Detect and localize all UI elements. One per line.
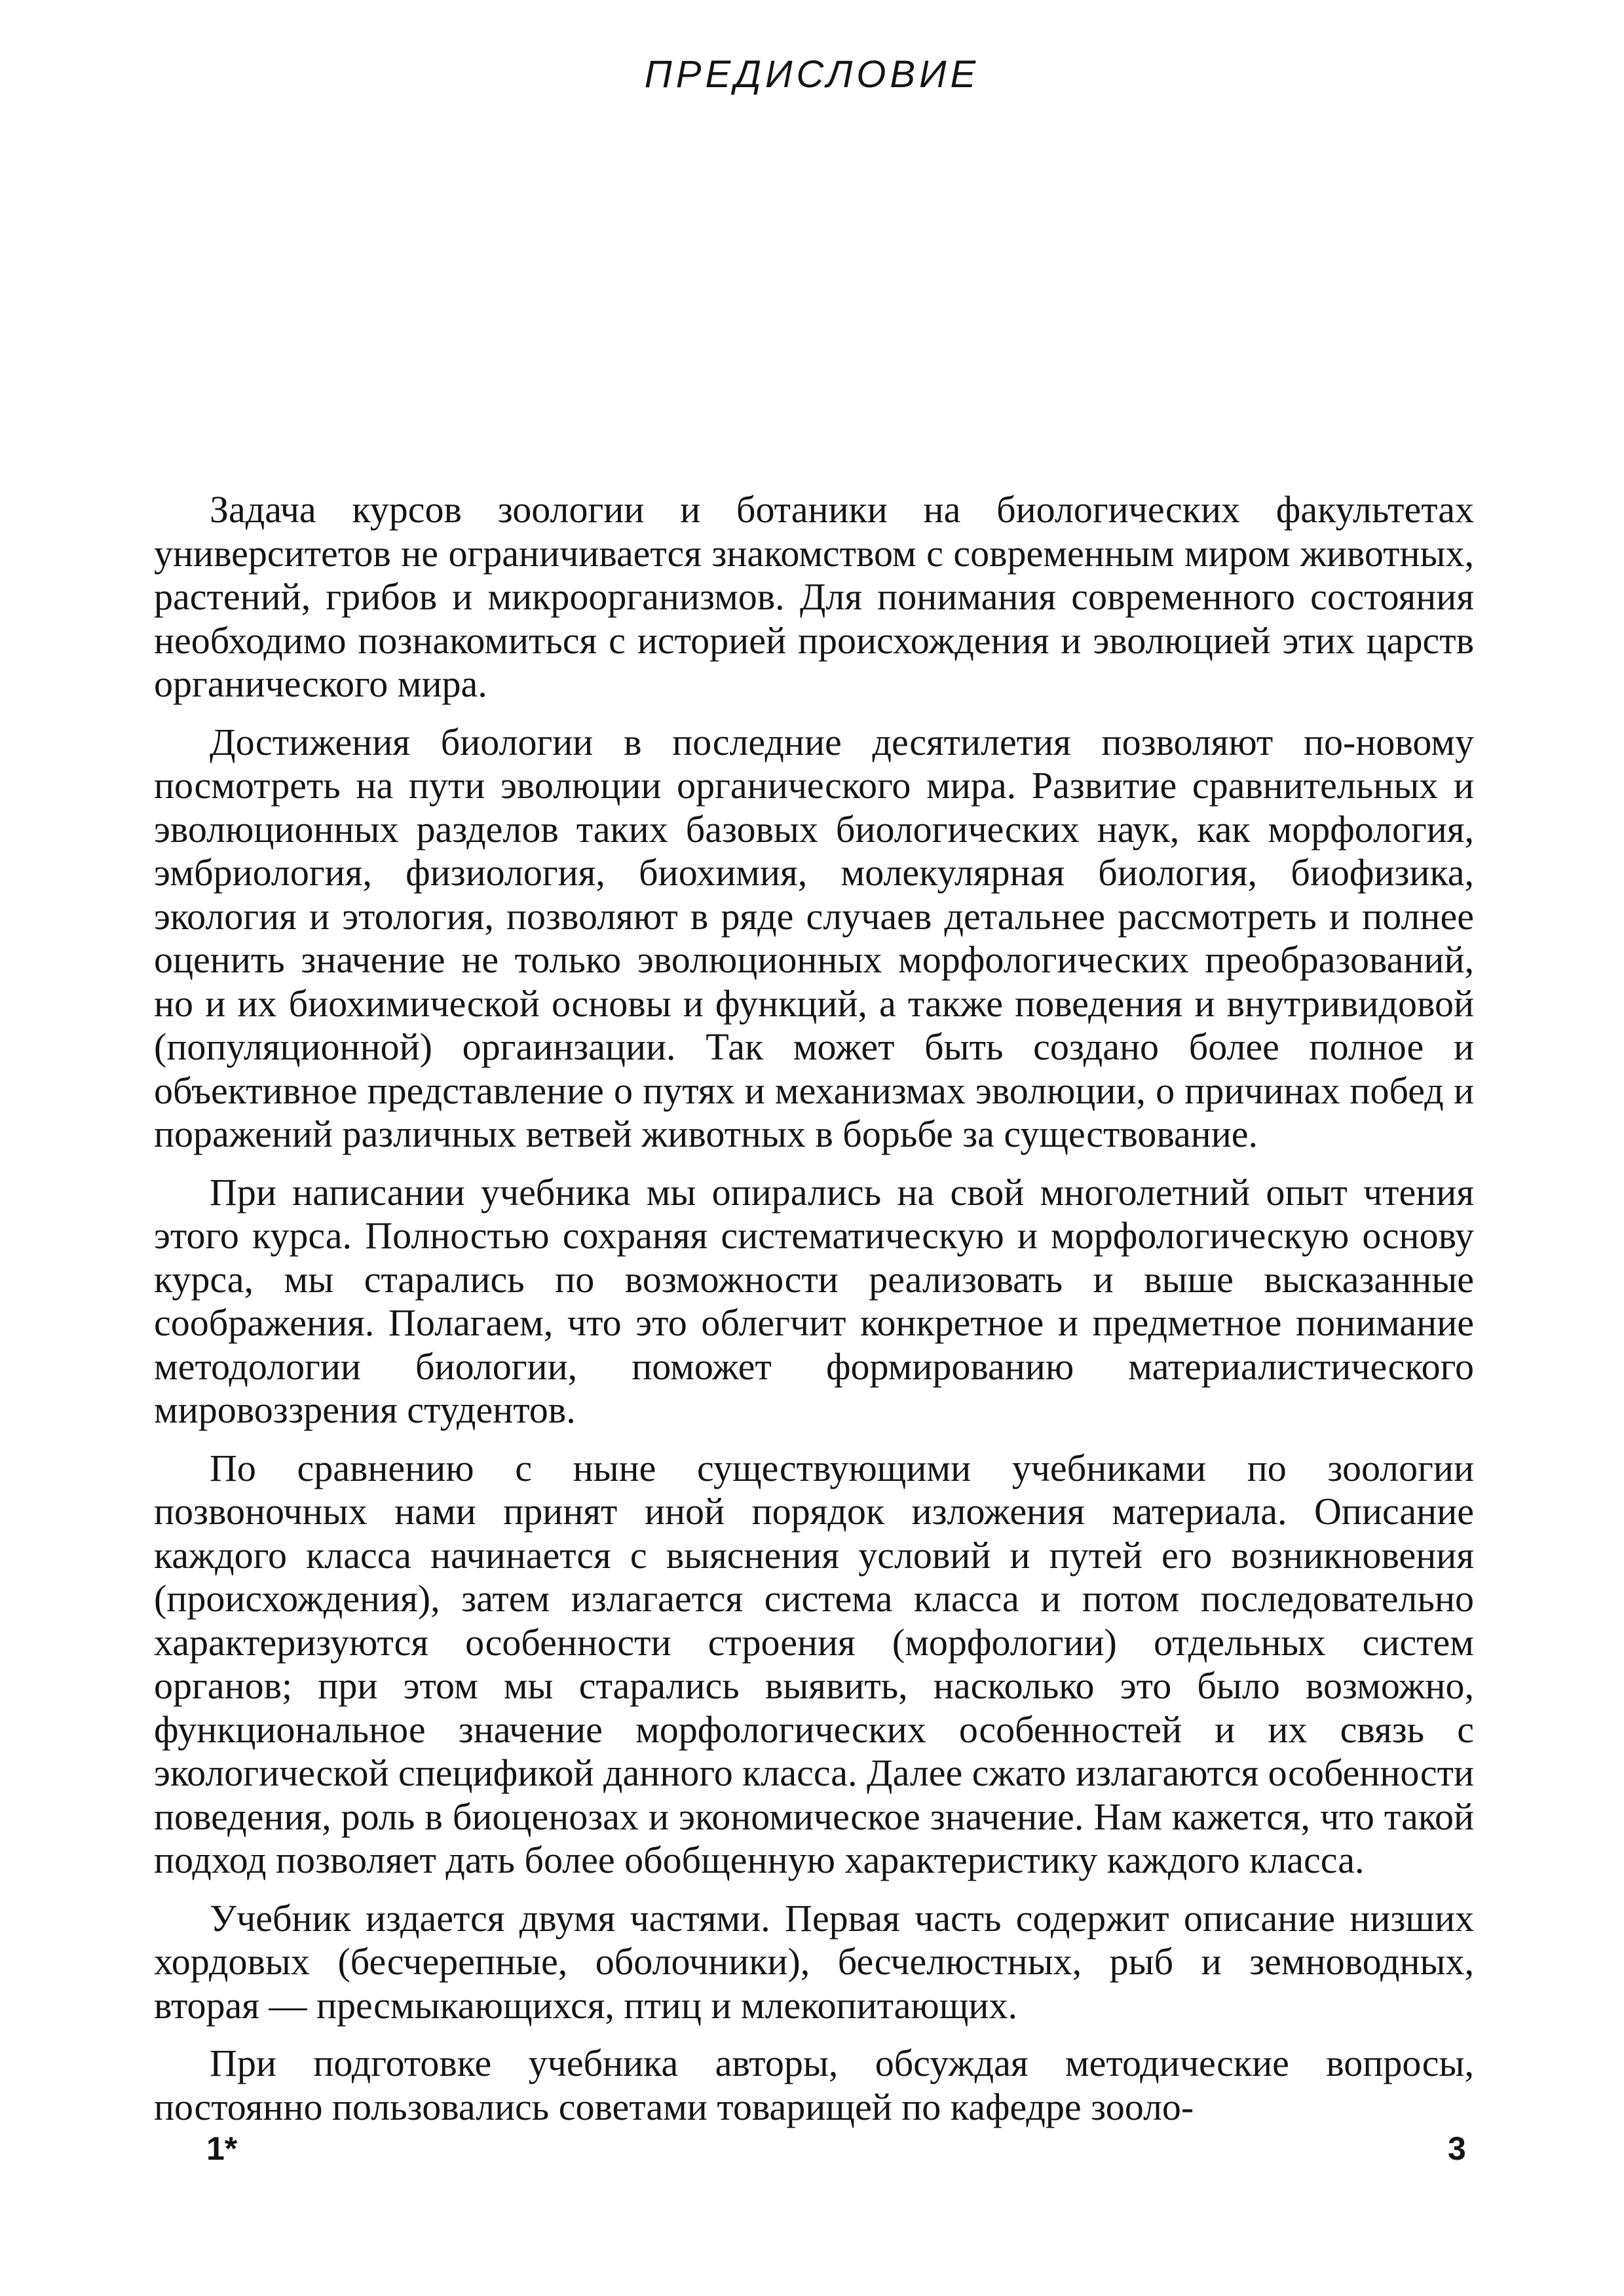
paragraph: По сравнению с ныне существующими учебниками по зоологии позвоночных нами принят иной порядок изложения материала. Описание каждого класса начинается с выяснения условий и путей его возникновения (происхождения), затем излагается система класса и потом последовательно характеризуются особенности строения (морфологии) отдельных систем органов; при этом мы старались выявить, насколько это было возможно, функциональное значение морфологических особенностей и их связь с экологической спецификой данного класса. Далее сжато излагаются особенности поведения, роль в биоценозах и экономическое значение. Нам кажется, что такой подход позволяет дать более обобщенную характеристику каждого класса. [154, 1446, 1474, 1881]
paragraph: Учебник издается двумя частями. Первая часть содержит описание низших хордовых (бесчерепные, оболочники), бесчелюстных, рыб и земноводных, вторая — пресмыкающихся, птиц и млекопитающих. [154, 1896, 1474, 2027]
signature-mark: 1* [206, 2130, 238, 2167]
body-text [154, 488, 1474, 2143]
paragraph: При написании учебника мы опирались на свой многолетний опыт чтения этого курса. Полностью сохраняя систематическую и морфологическую основу курса, мы старались по возможности реализовать и выше высказанные соображения. Полагаем, что это облегчит конкретное и предметное понимание методологии биологии, поможет формированию материалистического мировоззрения студентов. [154, 1170, 1474, 1431]
paragraph: Достижения биологии в последние десятилетия позволяют по-новому посмотреть на пути эволюции органического мира. Развитие сравнительных и эволюционных разделов таких базовых биологических наук, как морфология, эмбриология, физиология, биохимия, молекулярная биология, биофизика, экология и этология, позволяют в ряде случаев детальнее рассмотреть и полнее оценить значение не только эволюционных морфологических преобразований, но и их биохимической основы и функций, а также поведения и внутривидовой (популяционной) оргаинзации. Так может быть создано более полное и объективное представление о путях и механизмах эволюции, о причинах побед и поражений различных ветвей животных в борьбе за существование. [154, 720, 1474, 1155]
paragraph: При подготовке учебника авторы, обсуждая методические вопросы, постоянно пользовались советами товарищей по кафедре зооло- [154, 2042, 1474, 2128]
page-title: ПРЕДИСЛОВИЕ [644, 53, 980, 96]
page-number: 3 [1448, 2130, 1466, 2167]
paragraph: Задача курсов зоологии и ботаники на биологических факультетах университетов не ограничивается знакомством с современным миром животных, растений, грибов и микроорганизмов. Для понимания современного состояния необходимо познакомиться с историей происхождения и эволюцией этих царств органического мира. [154, 488, 1474, 705]
